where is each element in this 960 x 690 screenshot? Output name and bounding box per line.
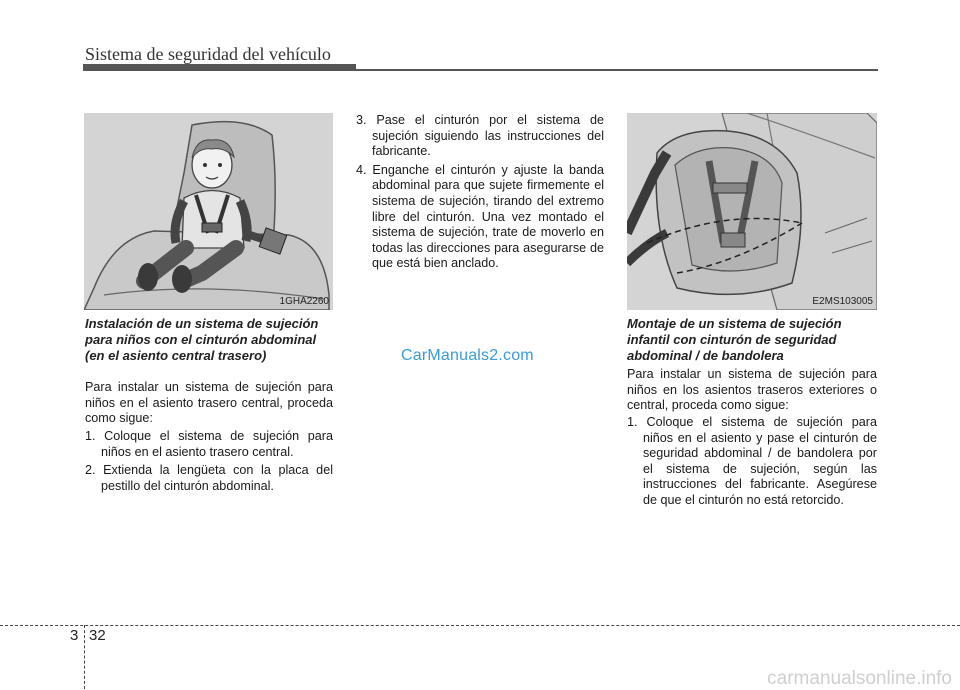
list-item: 2. Extienda la lengüeta con la placa del pestillo del cinturón abdominal.	[85, 463, 333, 493]
footer-dashed-rule	[0, 625, 960, 626]
child-seat-belt-illustration	[627, 113, 877, 310]
page-number: 32	[89, 627, 106, 644]
intro-paragraph-shoulder-belt: Para instalar un sistema de sujeción para niños en los asientos traseros exteriores o central, proceda como sigue:	[627, 367, 877, 413]
chapter-number: 3	[70, 627, 79, 644]
list-item: 4. Enganche el cinturón y ajuste la banda abdominal para que sujete firmemente el sistema de sujeción, tirando del extremo libre del cinturón. Una vez montado el sistema de sujeción, trate de moverlo en todas las direcciones para asegurarse de que está bien anclado.	[356, 162, 604, 271]
child-seat-shoulder-belt-figure	[627, 113, 877, 310]
header-rule	[356, 69, 878, 71]
list-item: 1. Coloque el sistema de sujeción para niños en el asiento y pase el cinturón de seguridad abdominal / de bandolera por el sistema de sujeción, según las instrucciones del fabricante. Asegúrese de que el cinturón no está retorcido.	[627, 415, 877, 507]
section-heading-shoulder-belt: Montaje de un sistema de sujeción infantil con cinturón de seguridad abdominal / de bandolera	[627, 316, 842, 363]
steps-list-continued	[356, 113, 604, 275]
watermark-text: CarManuals2.com	[401, 347, 534, 364]
list-item: 3. Pase el cinturón por el sistema de sujeción siguiendo las instrucciones del fabricante.	[356, 113, 604, 159]
child-seat-illustration	[84, 113, 333, 310]
child-seat-lap-belt-figure	[84, 113, 333, 310]
list-item: 1. Coloque el sistema de sujeción para niños en el asiento trasero central.	[85, 429, 333, 459]
steps-list-lap-belt	[85, 429, 333, 497]
site-watermark: carmanualsonline.info	[767, 668, 952, 689]
footer-dashed-divider	[84, 625, 85, 689]
steps-list-shoulder-belt	[627, 415, 877, 512]
figure-code: 1GHA2260	[279, 296, 329, 307]
section-heading-lap-belt: Instalación de un sistema de sujeción para niños con el cinturón abdominal (en el asiento central trasero)	[85, 316, 319, 363]
page-header-title: Sistema de seguridad del vehículo	[85, 44, 331, 64]
intro-paragraph-lap-belt: Para instalar un sistema de sujeción para niños en el asiento trasero central, proceda como sigue:	[85, 380, 333, 426]
figure-code: E2MS103005	[812, 296, 873, 307]
header-bar	[83, 64, 356, 71]
